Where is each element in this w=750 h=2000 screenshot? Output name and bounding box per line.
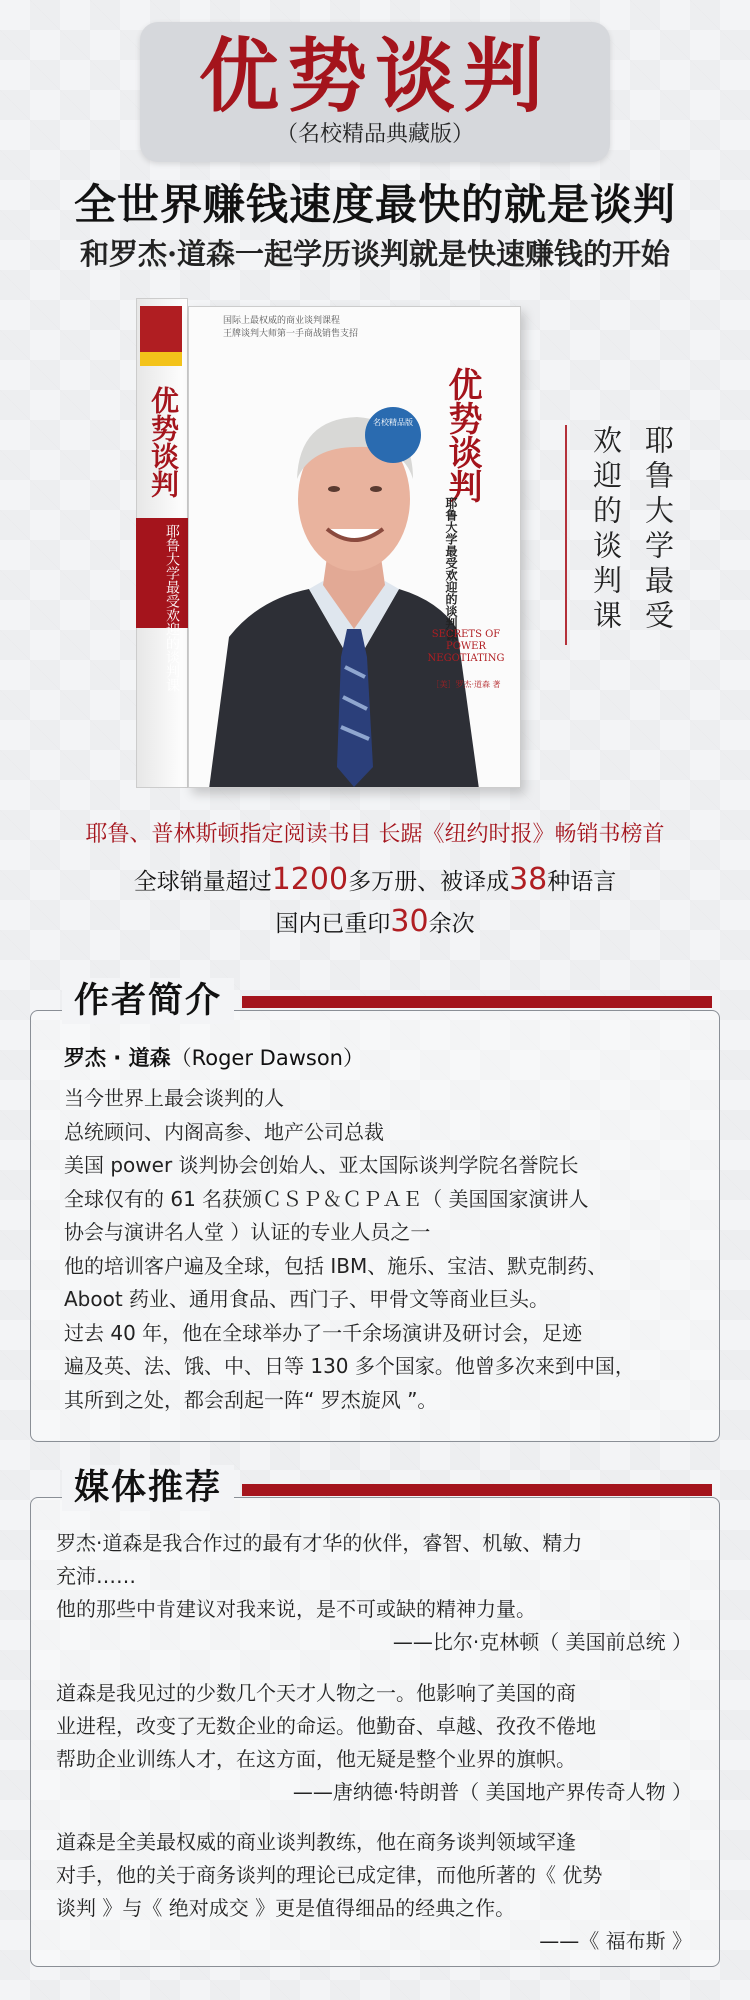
publisher-logo [140, 306, 182, 366]
cover-english-title: SECRETS OF POWER NEGOTIATING [427, 629, 505, 664]
book-title: 优势谈判 [199, 29, 551, 123]
promo-line-3: 国内已重印30余次 [275, 904, 475, 939]
bio-line: Aboot 药业、通用食品、西门子、甲骨文等商业巨头。 [64, 1287, 550, 1311]
bio-line: 全球仅有的 61 名获颁ＣＳＰ＆ＣＰＡＥ（ 美国国家演讲人 [64, 1186, 589, 1211]
cover-tagline: 国际上最权威的商业谈判课程 王牌谈判大师第一手商战销售支招 [223, 316, 359, 339]
headline: 全世界赚钱速度最快的就是谈判 [73, 180, 676, 229]
slogan-line-1: 耶鲁大学最受 [641, 425, 675, 635]
bio-line: 其所到之处，都会刮起一阵“ 罗杰旋风 ”。 [64, 1387, 438, 1412]
quote-source: ——比尔·克林顿（ 美国前总统 ） [392, 1630, 692, 1654]
media-section-heading: 媒体推荐 [62, 1465, 234, 1511]
bio-line: 他的培训客户遍及全球，包括 IBM、施乐、宝洁、默克制药、 [64, 1253, 608, 1278]
quote-clinton: 罗杰·道森是我合作过的最有才华的伙伴，睿智、机敏、精力 充沛…… 他的那些中肯建议对我来说，是不可或缺的精神力量。 ——比尔·克林顿（ 美国前总统 ） [56, 1527, 696, 1659]
spine-band-text: 耶鲁大学最受欢迎的谈判课 [164, 524, 180, 692]
quote-trump: 道森是我见过的少数几个天才人物之一。他影响了美国的商 业进程，改变了无数企业的命运。他勤奋、卓越、孜孜不倦地 帮助企业训练人才，在这方面，他无疑是整个业界的旗帜。 ——唐纳德·特朗普（ 美国地产界传奇人物 ） [56, 1677, 696, 1809]
bio-line: 过去 40 年，他在全球举办了一千余场演讲及研讨会，足迹 [64, 1320, 583, 1345]
author-bio [64, 1082, 694, 1417]
edition-label: （名校精品典藏版） [275, 122, 474, 147]
author-name: 罗杰 · 道森（Roger Dawson） [64, 1046, 364, 1070]
promo-line-1: 耶鲁、普林斯顿指定阅读书目 长踞《纽约时报》畅销书榜首 [85, 822, 665, 847]
quote-forbes: 道森是全美最权威的商业谈判教练，他在商务谈判领域罕逢 对手，他的关于商务谈判的理论已成定律，而他所著的《 优势 谈判 》与《 绝对成交 》更是值得细品的经典之作。 ——《 福布斯 》 [56, 1826, 696, 1958]
reprint-count: 30 [390, 904, 429, 939]
bio-line: 总统顾问、内阁高参、地产公司总裁 [64, 1119, 384, 1144]
author-section-heading: 作者简介 [62, 978, 234, 1024]
book-cover-image [136, 298, 521, 788]
bio-line: 当今世界上最会谈判的人 [64, 1086, 284, 1110]
subheadline: 和罗杰·道森一起学历谈判就是快速赚钱的开始 [79, 237, 671, 271]
cover-subtitle: 耶鲁大学最受欢迎的谈判课 [444, 497, 458, 641]
sales-count: 1200 [271, 862, 349, 897]
bio-line: 协会与演讲名人堂 ）认证的专业人员之一 [64, 1220, 431, 1244]
promo-line-2: 全球销量超过1200多万册、被译成38种语言 [133, 862, 617, 897]
slogan-divider [565, 425, 567, 645]
bio-line: 美国 power 谈判协会创始人、亚太国际谈判学院名誉院长 [64, 1153, 579, 1177]
slogan-line-2: 欢迎的谈判课 [589, 425, 623, 635]
bio-line: 遍及英、法、饿、中、日等 130 多个国家。他曾多次来到中国， [64, 1354, 635, 1378]
quote-source: ——《 福布斯 》 [539, 1929, 692, 1953]
quote-source: ——唐纳德·特朗普（ 美国地产界传奇人物 ） [292, 1780, 692, 1804]
book-front-cover [188, 306, 521, 788]
section-bar [242, 1484, 712, 1496]
section-bar [242, 996, 712, 1008]
spine-title: 优势谈判 [147, 386, 180, 498]
cover-author: ［美］罗杰·道森 著 [431, 680, 501, 689]
cover-title: 优势谈判 [442, 367, 482, 503]
edition-badge: 名校精品版 [365, 407, 421, 463]
language-count: 38 [509, 862, 548, 897]
